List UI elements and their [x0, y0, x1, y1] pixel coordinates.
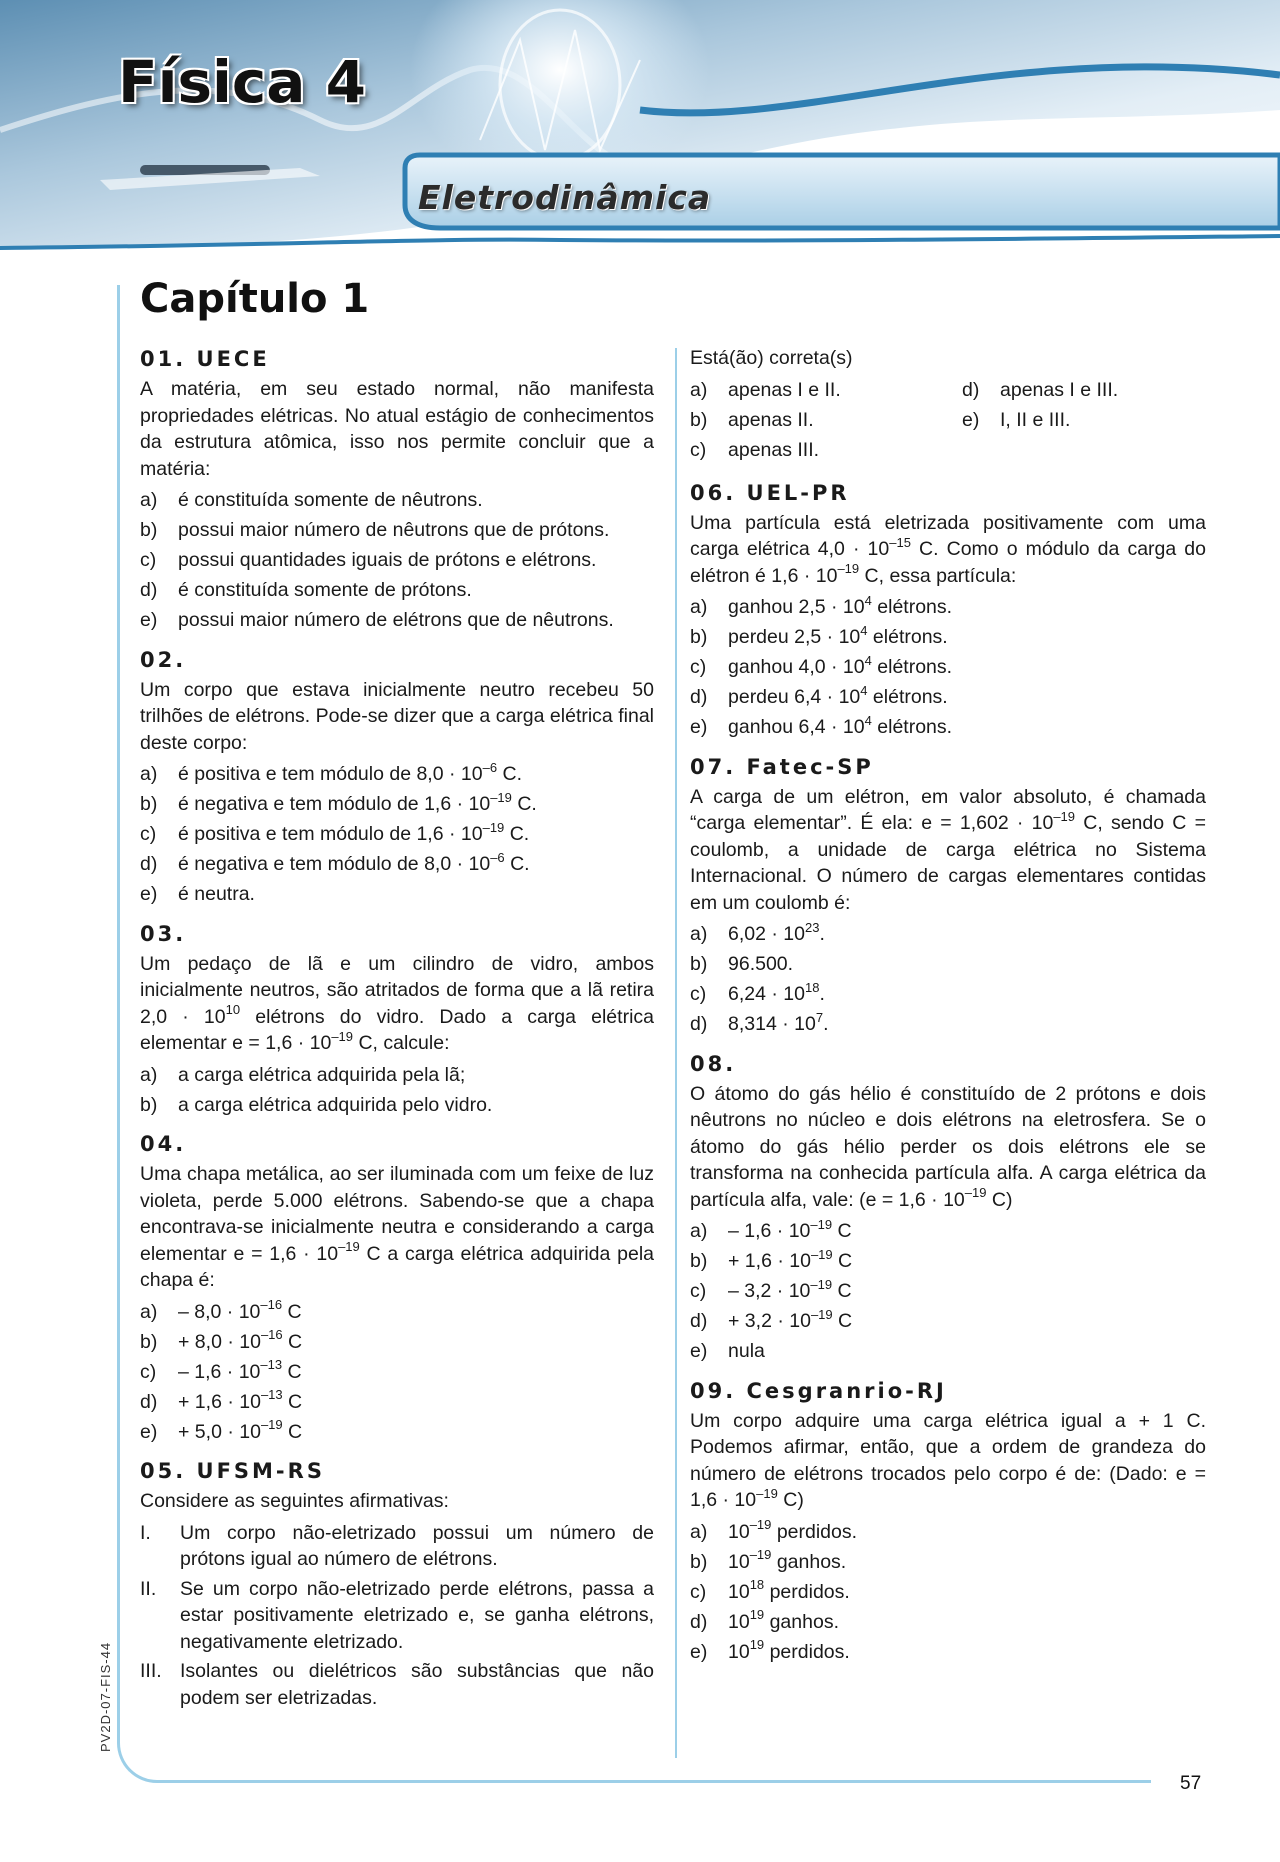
question-06: [690, 479, 1206, 741]
option-b: b) a carga elétrica adquirida pelo vidro.: [140, 1093, 493, 1116]
question-stem: Uma partícula está eletrizada positivamente com uma carga elétrica $4,0 \cdot 10^{-15}$ C. Como o módulo da carga do elétron é $1,6 \cdot 10^{-19}$ C, essa partícula:: [690, 511, 1206, 587]
page-number: 57: [1180, 1773, 1202, 1794]
topic-title: Eletrodinâmica: [418, 178, 712, 217]
question-stem: Uma chapa metálica, ao ser iluminada com um feixe de luz violeta, perde 5.000 elétrons. Sabendo-se que a chapa encontrava-se inicialmente neutra e considerando a carga elementar $e = 1,6 \cdot 10^{-19}$ C a carga elétrica adquirida pela chapa é:: [140, 1163, 655, 1291]
option-b: b) possui maior número de nêutrons que de prótons.: [140, 519, 610, 541]
option-a: a) – $1,6 \cdot 10^{-19}$ C: [690, 1216, 852, 1242]
option-a: a) – $8,0 \cdot 10^{-16}$ C: [140, 1297, 302, 1323]
option-e: e) $10^{19}$ perdidos.: [690, 1637, 850, 1663]
banner-artwork: [0, 0, 1280, 262]
option-b: b) 96.500.: [690, 953, 794, 975]
option-c: c) possui quantidades iguais de prótons e elétrons.: [140, 549, 597, 571]
option-e: e) ganhou $6,4 \cdot 10^4$ elétrons.: [690, 712, 953, 738]
option-c: c) é positiva e tem módulo de $1,6 \cdot 10^{-19}$ C.: [140, 819, 530, 845]
question-header: 05. UFSM-RS: [140, 1459, 325, 1483]
question-stem: Um pedaço de lã e um cilindro de vidro, ambos inicialmente neutros, são atritados de forma que a lã retira $2,0 \cdot 10^{10}$ elétrons do vidro. Dado a carga elétrica elementar $e = 1,6 \cdot 10^{-19}$ C, calcule:: [140, 952, 654, 1054]
question-01: [140, 345, 654, 634]
correct-label: Está(ão) correta(s): [690, 347, 853, 369]
option-c: c) apenas III.: [690, 438, 820, 461]
option-b: b) é negativa e tem módulo de $1,6 \cdot 10^{-19}$ C.: [140, 789, 537, 815]
option-d: d) apenas I e III.: [962, 378, 1119, 401]
question-07: [690, 753, 1206, 1038]
question-header: 09. Cesgranrio-RJ: [690, 1378, 947, 1403]
option-e: e) + $5,0 \cdot 10^{-19}$ C: [140, 1417, 303, 1443]
question-header: 07. Fatec-SP: [690, 754, 874, 779]
column-divider: [675, 348, 677, 1758]
option-a: a) $6,02 \cdot 10^{23}$.: [690, 919, 825, 945]
question-04: [140, 1130, 654, 1445]
options-grid: [690, 377, 1206, 467]
question-stem: A matéria, em seu estado normal, não manifesta propriedades elétricas. No atual estágio de conhecimentos da estrutura atômica, isso nos permite concluir que a matéria:: [140, 378, 654, 480]
question-05: [140, 1457, 654, 1711]
question-stem: Considere as seguintes afirmativas:: [140, 1490, 449, 1512]
question-header: 06. UEL-PR: [690, 480, 850, 505]
option-e: e) nula: [690, 1340, 765, 1362]
option-c: c) $6,24 \cdot 10^{18}$.: [690, 979, 825, 1005]
option-e: e) I, II e III.: [962, 408, 1071, 431]
option-b: b) apenas II.: [690, 408, 814, 431]
question-header: 03.: [140, 921, 187, 946]
option-d: d) é negativa e tem módulo de $8,0 \cdot 10^{-6}$ C.: [140, 849, 530, 875]
right-column: [690, 345, 1206, 1677]
option-d: d) $10^{19}$ ganhos.: [690, 1607, 839, 1633]
option-d: d) perdeu $6,4 \cdot 10^4$ elétrons.: [690, 682, 948, 708]
question-header: 04.: [140, 1132, 187, 1156]
question-stem: Um corpo adquire uma carga elétrica igual a + 1 C. Podemos afirmar, então, que a ordem de grandeza do número de elétrons trocados pelo corpo é de: (Dado: $e = 1,6 \cdot 10^{-19}$ C): [690, 1409, 1206, 1511]
question-stem: Um corpo que estava inicialmente neutro recebeu 50 trilhões de elétrons. Pode-se dizer que a carga elétrica final deste corpo:: [140, 678, 654, 754]
option-b: b) + $1,6 \cdot 10^{-19}$ C: [690, 1246, 853, 1272]
question-03: [140, 920, 654, 1119]
option-b: b) $10^{-19}$ ganhos.: [690, 1547, 847, 1573]
option-e: e) é neutra.: [140, 883, 255, 905]
statement-i: I. Um corpo não-eletrizado possui um número de prótons igual ao número de elétrons.: [140, 1521, 654, 1570]
subject-title: Física 4: [118, 48, 366, 116]
option-d: d) + $3,2 \cdot 10^{-19}$ C: [690, 1306, 853, 1332]
option-a: a) é positiva e tem módulo de $8,0 \cdot 10^{-6}$ C.: [140, 759, 522, 785]
question-header: 02.: [140, 647, 187, 672]
option-b: b) + $8,0 \cdot 10^{-16}$ C: [140, 1327, 303, 1353]
option-a: a) é constituída somente de nêutrons.: [140, 489, 483, 511]
option-a: a) ganhou $2,5 \cdot 10^4$ elétrons.: [690, 592, 953, 618]
option-e: e) possui maior número de elétrons que de nêutrons.: [140, 609, 614, 631]
statement-iii: III. Isolantes ou dielétricos são substâncias que não podem ser eletrizadas.: [140, 1660, 654, 1709]
option-b: b) perdeu $2,5 \cdot 10^4$ elétrons.: [690, 622, 948, 648]
question-stem: A carga de um elétron, em valor absoluto, é chamada “carga elementar”. É ela: $e = 1,602 \cdot 10^{-19}$ C, sendo C = coulomb, a unidade de carga elétrica no Sistema Internacional. O número de cargas elementares contidas em um coulomb é:: [690, 785, 1206, 914]
option-c: c) $10^{18}$ perdidos.: [690, 1577, 850, 1603]
option-a: a) a carga elétrica adquirida pela lã;: [140, 1063, 466, 1086]
chapter-title: Capítulo 1: [140, 276, 370, 322]
question-02: [140, 646, 654, 908]
question-stem: O átomo do gás hélio é constituído de 2 prótons e dois nêutrons no núcleo e dois elétrons na eletrosfera. Se o átomo do gás hélio perder os dois elétrons ele se transforma na conhecida partícula alfa. A carga elétrica da partícula alfa, vale: ($e = 1,6 \cdot 10^{-19}$ C): [690, 1082, 1206, 1211]
option-c: c) – $3,2 \cdot 10^{-19}$ C: [690, 1276, 852, 1302]
statement-ii: II. Se um corpo não-eletrizado perde elétrons, passa a estar positivamente eletrizado e, se ganha elétrons, negativamente eletrizado.: [140, 1577, 654, 1653]
option-d: d) + $1,6 \cdot 10^{-13}$ C: [140, 1387, 303, 1413]
document-code: PV2D-07-FIS-44: [98, 1641, 113, 1752]
question-05-continued: [690, 345, 1206, 467]
header-banner: [0, 0, 1280, 262]
option-c: c) – $1,6 \cdot 10^{-13}$ C: [140, 1357, 302, 1383]
option-d: d) é constituída somente de prótons.: [140, 579, 472, 601]
option-d: d) $8,314 \cdot 10^7$.: [690, 1009, 829, 1035]
question-header: 01. UECE: [140, 347, 270, 371]
question-header: 08.: [690, 1051, 737, 1076]
option-a: a) $10^{-19}$ perdidos.: [690, 1517, 858, 1543]
left-column: [140, 345, 654, 1723]
option-a: a) apenas I e II.: [690, 378, 841, 401]
question-08: [690, 1050, 1206, 1365]
option-c: c) ganhou $4,0 \cdot 10^4$ elétrons.: [690, 652, 953, 678]
question-09: [690, 1377, 1206, 1666]
